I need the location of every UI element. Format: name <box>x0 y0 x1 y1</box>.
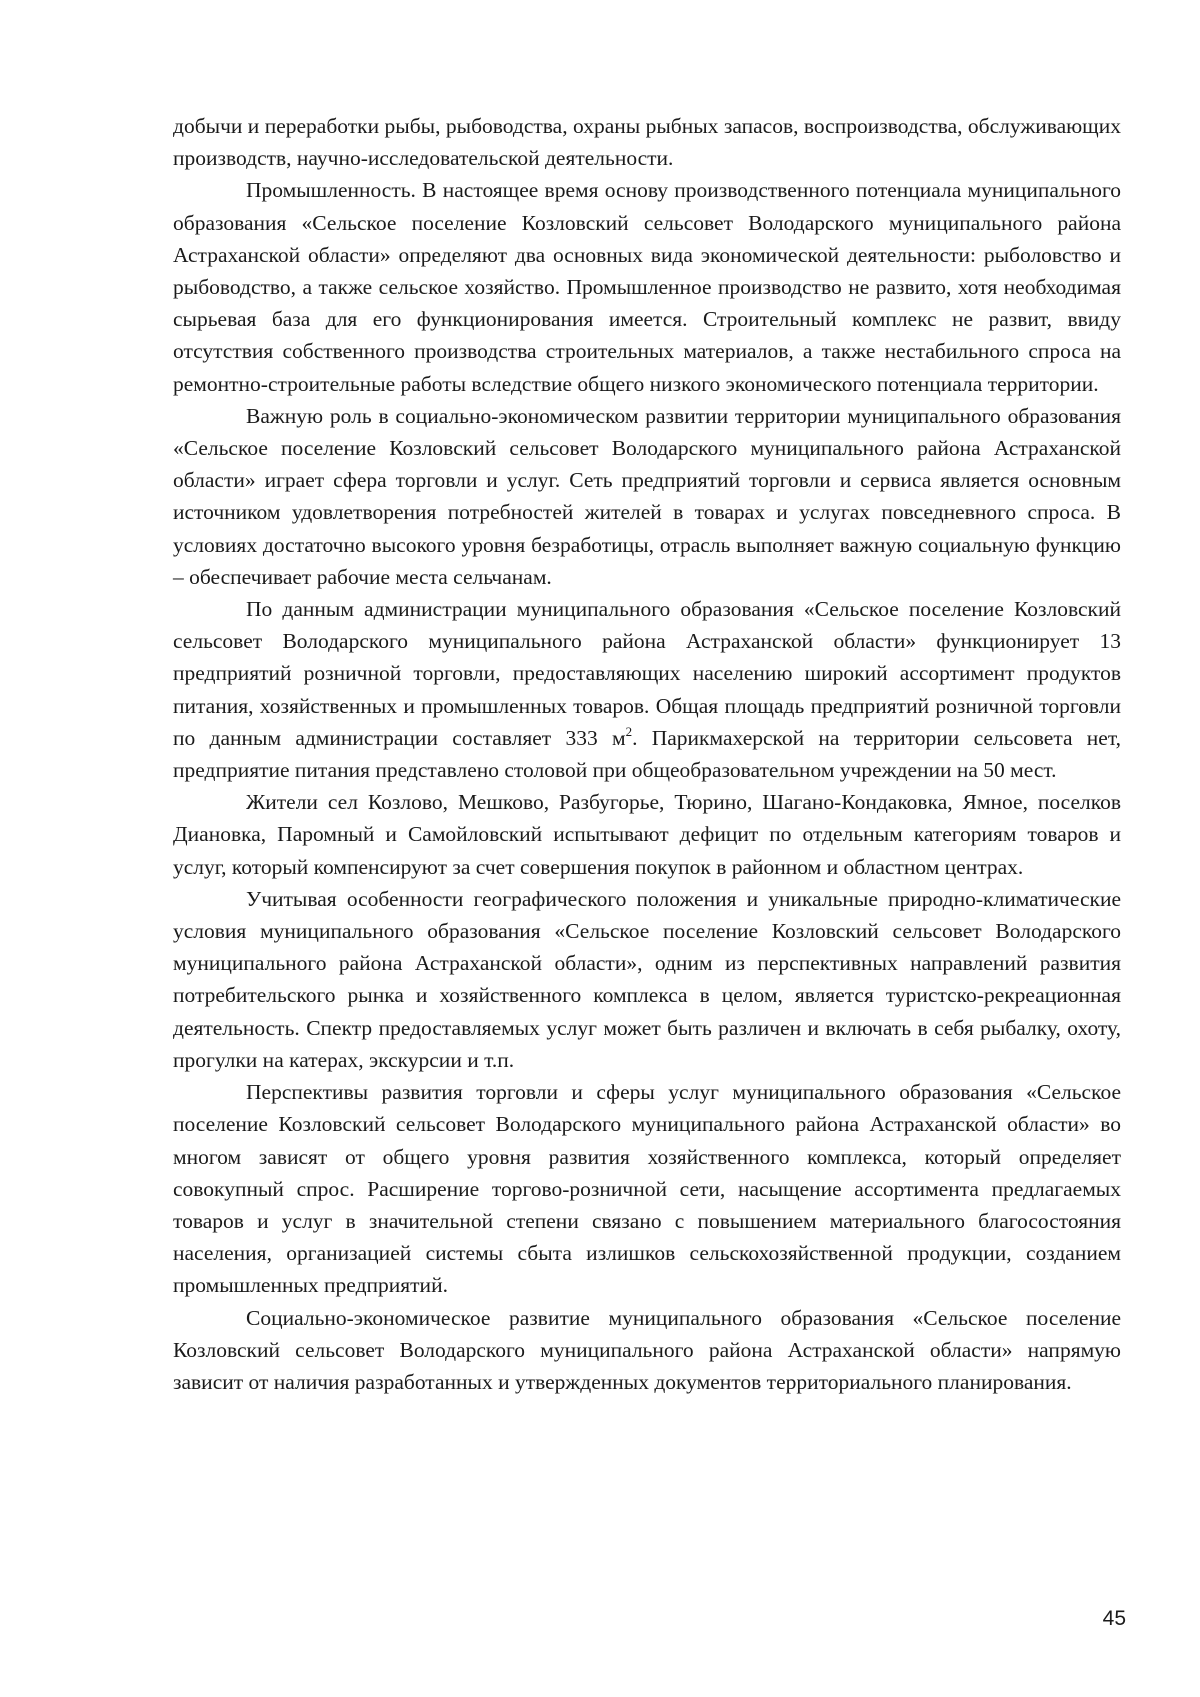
retail-text-after: . Парикмахерской на территории сельсовета нет, предприятие питания представлено столовой при общеобразовательном учреждении на 50 мест. <box>173 725 1121 783</box>
paragraph-tourism: Учитывая особенности географического положения и уникальные природно-климатические условия муниципального образования «Сельское поселение Козловский сельсовет Володарского муниципального района Астраханской области», одним из перспективных направлений развития потребительского рынка и хозяйственного комплекса в целом, является туристско-рекреационная деятельность. Спектр предоставляемых услуг может быть различен и включать в себя рыбалку, охоту, прогулки на катерах, экскурсии и т.п. <box>173 886 1121 1072</box>
paragraph-residents-deficit: Жители сел Козлово, Мешково, Разбугорье, Тюрино, Шагано-Кондаковка, Ямное, поселков Диановка, Паромный и Самойловский испытывают дефицит по отдельным категориям товаров и услуг, который компенсируют за счет совершения покупок в районном и областном центрах. <box>173 790 1121 879</box>
retail-text-before: По данным администрации муниципального образования «Сельское поселение Козловский сельсовет Володарского муниципального района Астраханской области» функционирует 13 предприятий розничной торговли, предоставляющих населению широкий ассортимент продуктов питания, хозяйственных и промышленных товаров. Общая площадь предприятий розничной торговли по данным администрации составляет 333 м <box>173 597 1121 750</box>
paragraph-retail-data <box>173 593 1121 786</box>
body-text <box>173 110 1121 1398</box>
paragraph-continuation: добычи и переработки рыбы, рыбоводства, охраны рыбных запасов, воспроизводства, обслуживающих производств, научно-исследовательской деятельности. <box>173 114 1121 171</box>
paragraph-prospects: Перспективы развития торговли и сферы услуг муниципального образования «Сельское поселение Козловский сельсовет Володарского муниципального района Астраханской области» во многом зависят от общего уровня развития хозяйственного комплекса, который определяет совокупный спрос. Расширение торгово-розничной сети, насыщение ассортимента предлагаемых товаров и услуг в значительной степени связано с повышением материального благосостояния населения, организацией системы сбыта излишков сельскохозяйственной продукции, созданием промышленных предприятий. <box>173 1080 1121 1298</box>
paragraph-industry: Промышленность. В настоящее время основу производственного потенциала муниципального образования «Сельское поселение Козловский сельсовет Володарского муниципального района Астраханской области» определяют два основных вида экономической деятельности: рыболовство и рыбоводство, а также сельское хозяйство. Промышленное производство не развито, хотя необходимая сырьевая база для его функционирования имеется. Строительный комплекс не развит, ввиду отсутствия собственного производства строительных материалов, а также нестабильного спроса на ремонтно-строительные работы вследствие общего низкого экономического потенциала территории. <box>173 178 1121 396</box>
area-unit-superscript: 2 <box>625 723 633 739</box>
paragraph-trade-services: Важную роль в социально-экономическом развитии территории муниципального образования «Сельское поселение Козловский сельсовет Володарского муниципального района Астраханской области» играет сфера торговли и услуг. Сеть предприятий торговли и сервиса является основным источником удовлетворения потребностей жителей в товарах и услугах повседневного спроса. В условиях достаточно высокого уровня безработицы, отрасль выполняет важную социальную функцию – обеспечивает рабочие места сельчанам. <box>173 403 1121 589</box>
paragraph-planning: Социально-экономическое развитие муниципального образования «Сельское поселение Козловский сельсовет Володарского муниципального района Астраханской области» напрямую зависит от наличия разработанных и утвержденных документов территориального планирования. <box>173 1305 1121 1394</box>
page-number: 45 <box>1102 1607 1126 1630</box>
